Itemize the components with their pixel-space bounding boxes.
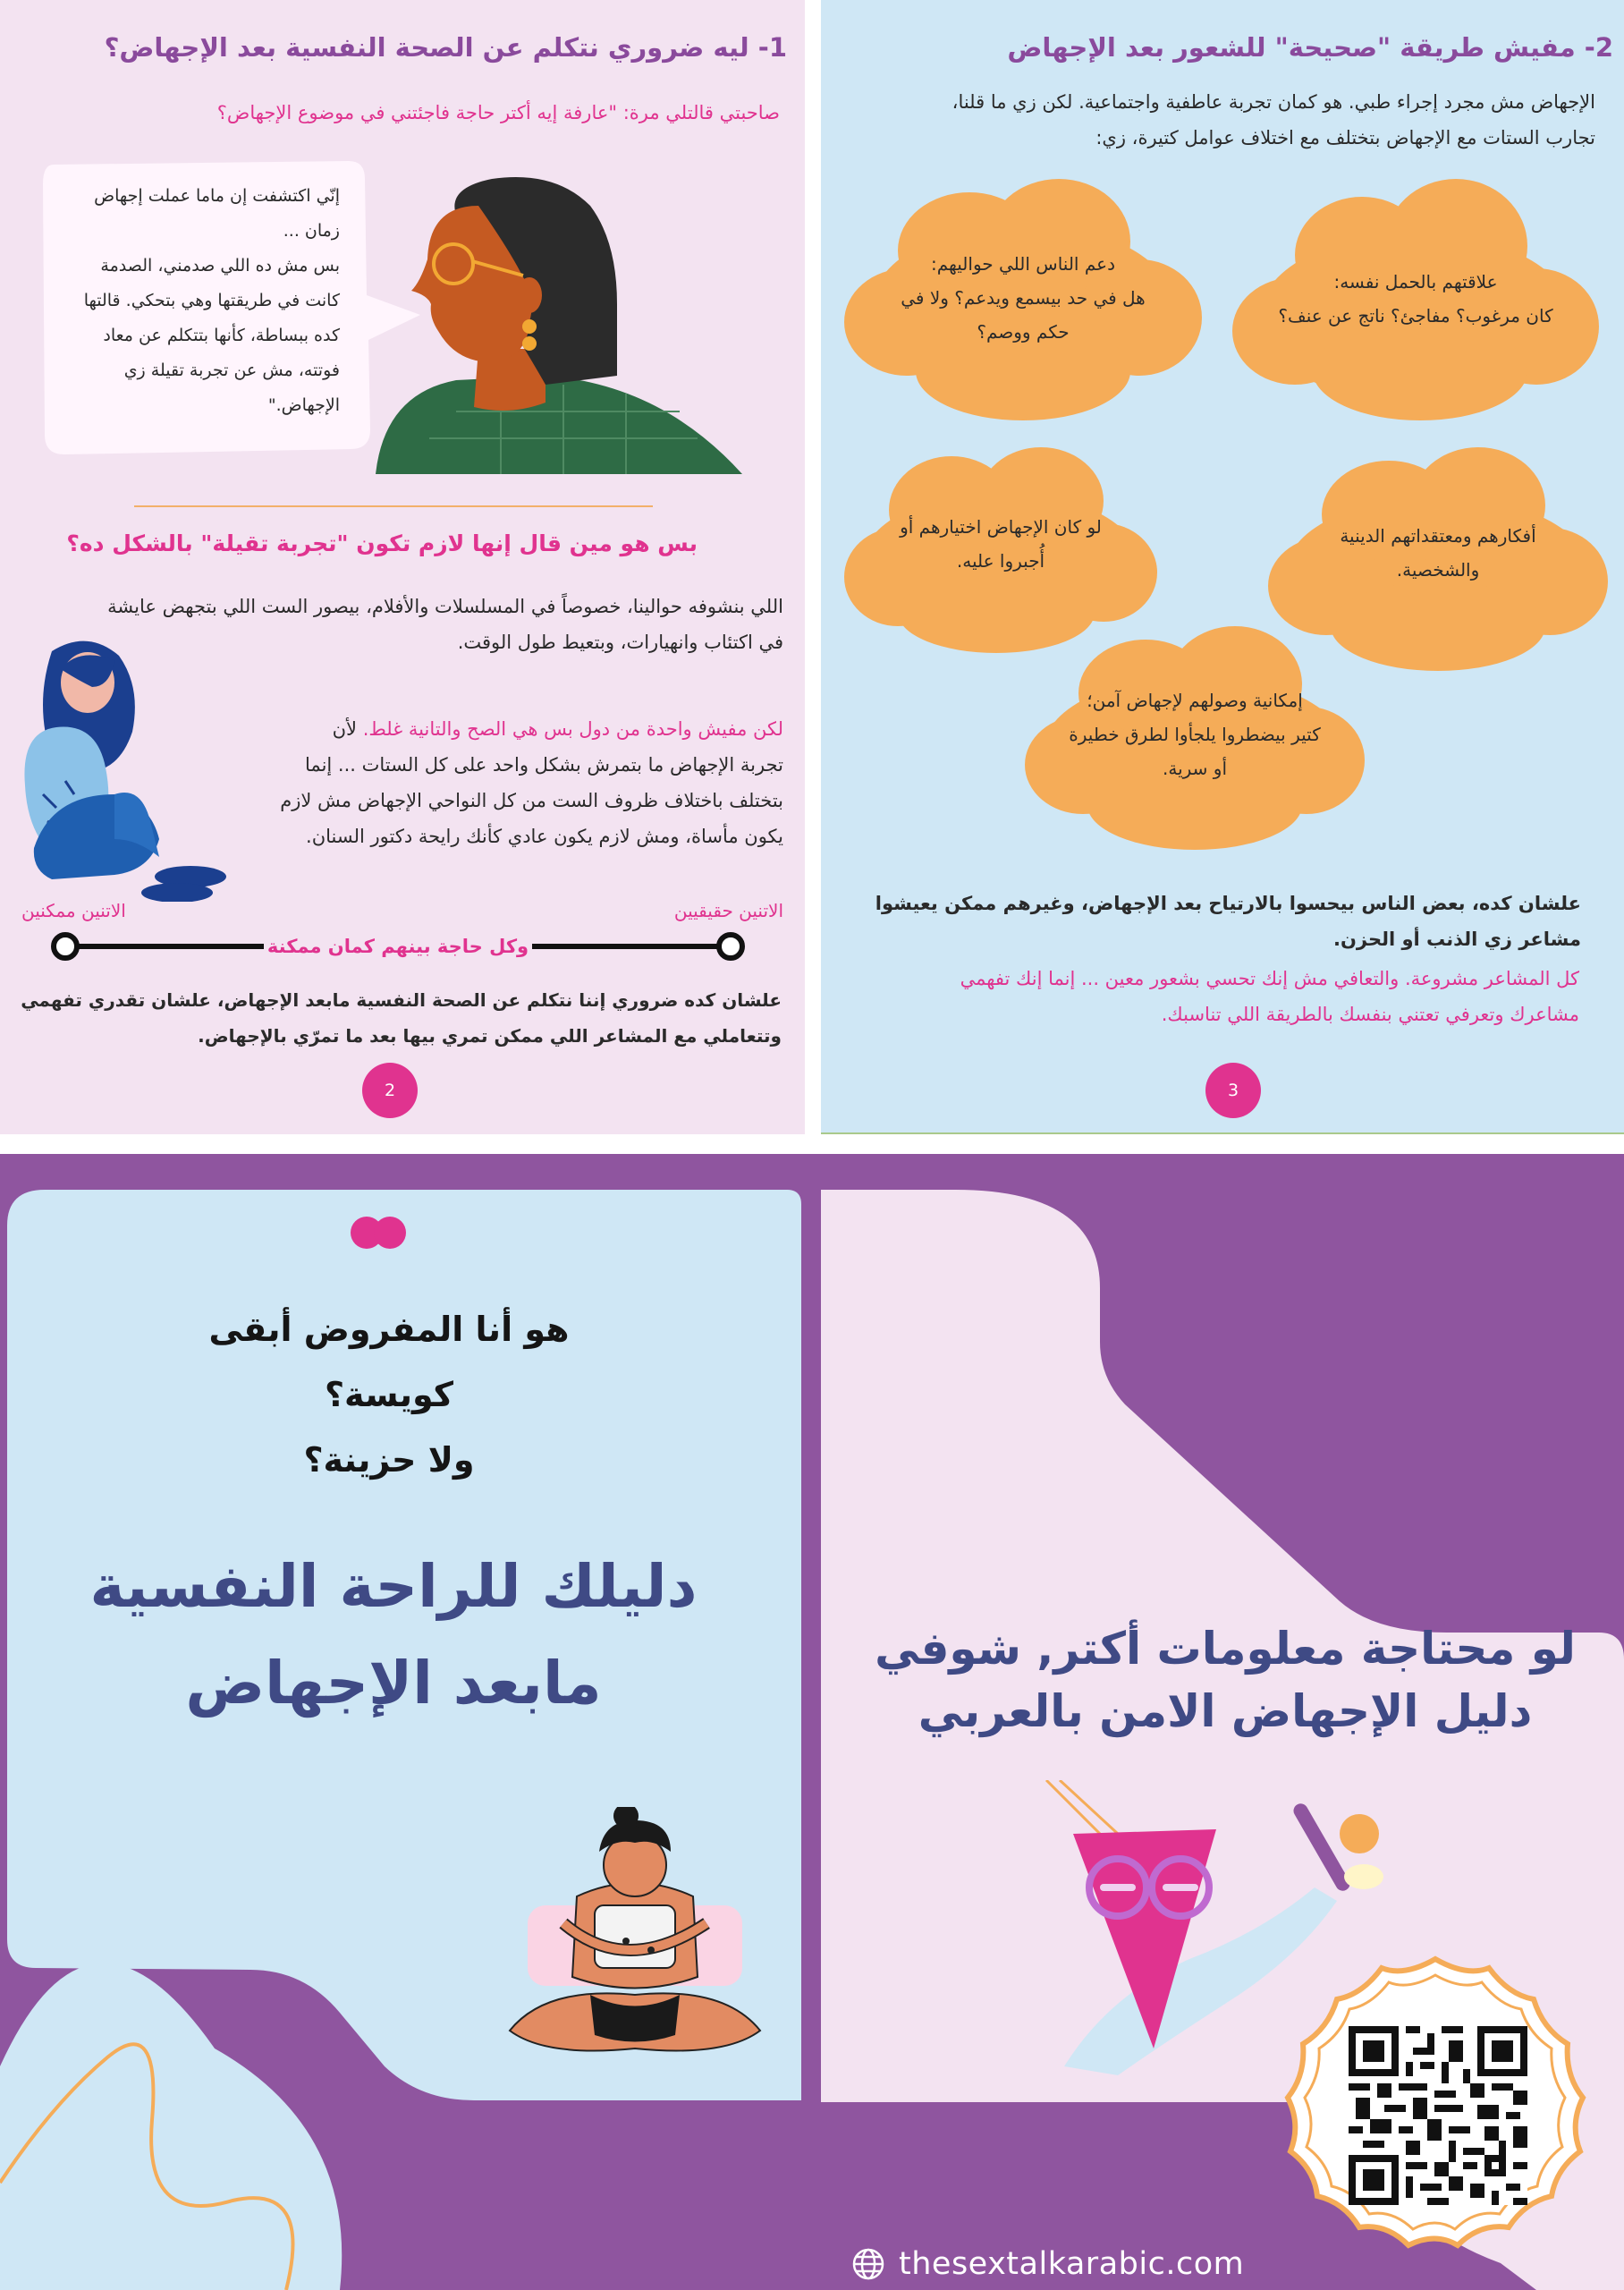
- paragraph-line: بتختلف باختلاف ظروف الست من كل النواحي الإجهاض مش لازم: [280, 790, 783, 811]
- qr-code[interactable]: [1349, 2026, 1527, 2205]
- cloud-title: علاقتهم بالحمل نفسه:: [1333, 271, 1498, 293]
- cover-spread: [0, 1154, 1624, 2290]
- title-line: دليلك للراحة النفسية: [89, 1552, 698, 1621]
- page-2-subheading: بس هو مين قال إنها لازم تكون "تجربة تقيلة" بالشكل ده؟: [66, 530, 698, 556]
- paragraph-line: في اكتئاب وانهيارات، وبتعيط طول الوقت.: [457, 632, 783, 653]
- bubble-line: فوتته، مش عن تجربة تقيلة زي: [123, 360, 340, 380]
- friend-quote: صاحبتي قالتلي مرة: "عارفة إيه أكتر حاجة فاجئتني في موضوع الإجهاض؟: [216, 102, 780, 123]
- page-3-intro: [835, 84, 1595, 156]
- page-number: 2: [362, 1063, 418, 1118]
- cloud-support: [844, 179, 1202, 420]
- cloud-text: حكم ووصم؟: [977, 321, 1070, 343]
- cloud-choice: [844, 447, 1157, 653]
- page-3-heading: 2- مفيش طريقة "صحيحة" للشعور بعد الإجهاض: [1007, 32, 1613, 63]
- bubble-line: الإجهاض.": [267, 395, 340, 415]
- woman-profile-illustration: [322, 170, 742, 474]
- cloud-text: هل في حد بيسمع ويدعم؟ ولا في: [901, 287, 1146, 309]
- cloud-text: والشخصية.: [1396, 559, 1480, 581]
- website-link[interactable]: thesextalkarabic.com: [899, 2246, 1245, 2282]
- title-line: لو محتاجة معلومات أكتر, شوفي: [875, 1623, 1576, 1675]
- cloud-text: إمكانية وصولهم لإجهاض آمن؛: [1087, 690, 1303, 711]
- back-title: [841, 1617, 1610, 1743]
- cloud-safe-access: [1025, 626, 1365, 850]
- paragraph-line: الإجهاض مش مجرد إجراء طبي. هو كمان تجربة عاطفية واجتماعية. لكن زي ما قلنا،: [952, 91, 1595, 113]
- question-line: كويسة؟: [325, 1375, 453, 1414]
- decor-dot: [374, 1217, 406, 1249]
- globe-icon: [851, 2247, 885, 2281]
- bubble-line: بس مش ده اللي صدمني، الصدمة: [100, 256, 340, 276]
- cloud-text: لو كان الإجهاض اختيارهم أو: [900, 516, 1102, 538]
- bubble-line: إنّي اكتشفت إن ماما عملت إجهاض: [94, 186, 340, 206]
- paragraph-line: مشاعرك وتعرفي تعتني بنفسك بالطريقة اللي تناسبك.: [1161, 1004, 1579, 1025]
- scale-middle-label: وكل حاجة بينهم كمان ممكنة: [266, 936, 529, 957]
- question-line: هو أنا المفروض أبقى: [208, 1310, 570, 1349]
- title-line: مابعد الإجهاض: [185, 1649, 602, 1718]
- bubble-line: كده ببساطة، كأنها بتتكلم عن معاد: [103, 326, 340, 345]
- page-2: [0, 0, 805, 1134]
- paragraph-line: اللي بنشوفه حوالينا، خصوصاً في المسلسلات والأفلام، بيصور الست اللي بتجهض عايشة: [107, 596, 783, 617]
- paragraph-line: وتتعاملي مع المشاعر اللي ممكن تمري بيها بعد ما تمرّي بالإجهاض.: [198, 1025, 782, 1047]
- cloud-text: أفكارهم ومعتقداتهم الدينية: [1340, 525, 1536, 547]
- bubble-line: كانت في طريقتها وهي بتحكي. قالتها: [83, 291, 340, 310]
- page-number: 3: [1205, 1063, 1261, 1118]
- page-3-pink-note: [828, 961, 1579, 1032]
- cloud-pregnancy-relationship: [1232, 179, 1599, 420]
- cover-title: [36, 1539, 751, 1732]
- scale-label-right: الاتنين حقيقيين: [673, 900, 783, 921]
- paragraph-line: علشان كده ضروري إننا نتكلم عن الصحة النفسية مابعد الإجهاض، علشان تقدري تفهمي: [21, 989, 782, 1011]
- paragraph-line: مشاعر زي الذنب أو الحزن.: [1332, 929, 1581, 950]
- page-2-closing: [13, 982, 782, 1054]
- cover-question: [72, 1297, 706, 1493]
- paragraph-line: تجارب الستات مع الإجهاض بتختلف مع اختلاف عوامل كتيرة، زي:: [1095, 127, 1595, 148]
- paragraph-line: كل المشاعر مشروعة. والتعافي مش إنك تحسي بشعور معين ... إنما إنك تفهمي: [960, 968, 1579, 989]
- page-3-closing: [830, 886, 1581, 957]
- bubble-line: زمان ...: [283, 221, 340, 241]
- bubble-text: [54, 179, 340, 423]
- page-3: [821, 0, 1624, 1134]
- page-2-heading: 1- ليه ضروري نتكلم عن الصحة النفسية بعد الإجهاض؟: [104, 32, 787, 63]
- paragraph-no-right-way: [211, 711, 783, 854]
- cloud-text: كان مرغوب؟ مفاجئ؟ ناتج عن عنف؟: [1278, 305, 1553, 327]
- divider: [134, 505, 653, 507]
- title-line: دليل الإجهاض الامن بالعربي: [918, 1685, 1533, 1737]
- sad-woman-illustration: [16, 633, 240, 902]
- scale-label-left: الاتنين ممكنين: [21, 900, 126, 921]
- paragraph-text: لأن: [332, 718, 363, 740]
- cloud-title: دعم الناس اللي حواليهم:: [930, 253, 1115, 275]
- paragraph-line: تجربة الإجهاض ما بتمرش بشكل واحد على كل الستات ... إنما: [305, 754, 783, 776]
- cloud-text: أُجبروا عليه.: [956, 550, 1045, 572]
- question-line: ولا حزينة؟: [303, 1440, 475, 1480]
- meditating-woman-illustration: [492, 1807, 778, 2066]
- cloud-text: كتير بيضطروا يلجأوا لطرق خطيرة: [1069, 724, 1321, 745]
- cloud-text: أو سرية.: [1162, 758, 1227, 779]
- highlight-text: لكن مفيش واحدة من دول بس هي الصح والتانية غلط.: [362, 718, 783, 740]
- paragraph-line: يكون مأساة، ومش لازم يكون عادي كأنك رايحة دكتور السنان.: [306, 826, 783, 847]
- paragraph-line: [211, 711, 783, 747]
- paragraph-line: علشان كده، بعض الناس بيحسوا بالارتياح بعد الإجهاض، وغيرهم ممكن يعيشوا: [875, 893, 1581, 914]
